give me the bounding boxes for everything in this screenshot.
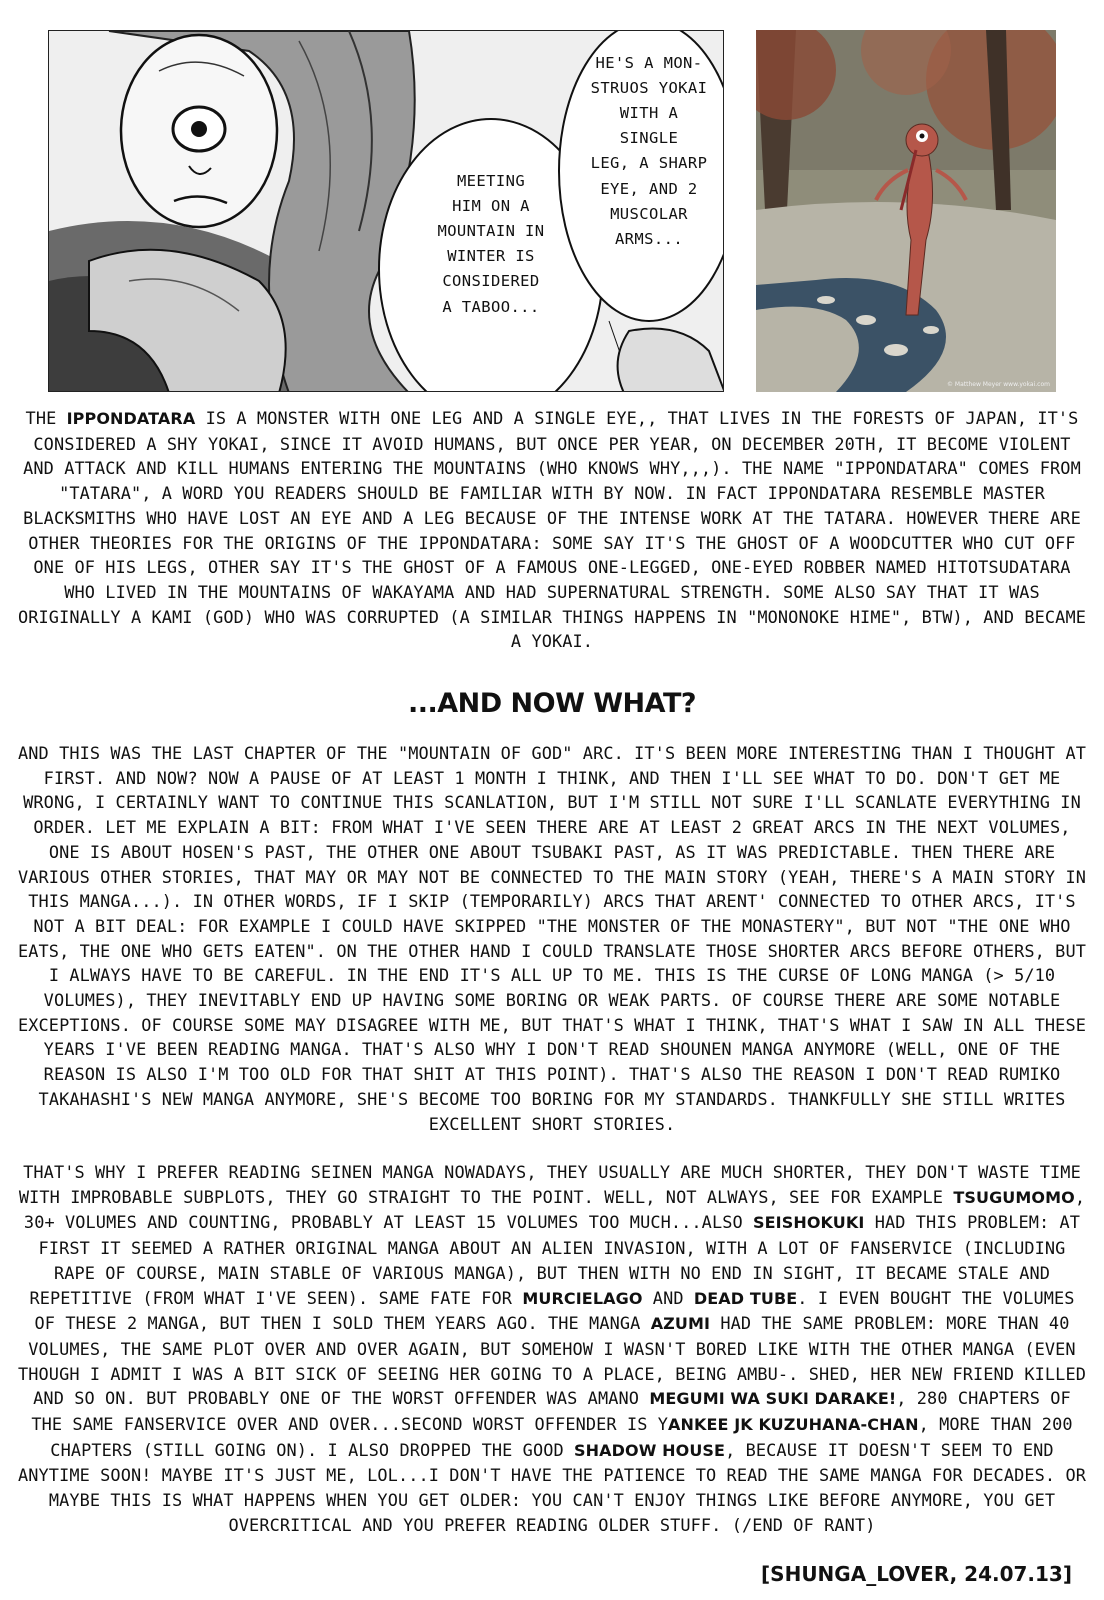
section-heading: ...AND NOW WHAT? — [407, 688, 697, 719]
rant-paragraph: AND THIS WAS THE LAST CHAPTER OF THE "MOUNTAIN OF GOD" ARC. IT'S BEEN MORE INTERESTING THAN I THOUGHT AT FIRST. AND NOW? NOW A PAUSE OF AT LEAST 1 MONTH I THINK, AND THEN I'LL SEE WHAT TO DO. DON'T GET ME WRONG, I CERTAINLY WANT TO CONTINUE THIS SCANLATION, BUT I'M STILL NOT SURE I'LL SCANLATE EVERYTHING IN ORDER. LET ME EXPLAIN A BIT: FROM WHAT I'VE SEEN THERE ARE AT LEAST 2 GREAT ARCS IN THE NEXT VOLUMES, ONE IS ABOUT HOSEN'S PAST, THE OTHER ONE ABOUT TSUBAKI PAST, AS IT WAS PREDICTABLE. THEN THERE ARE VARIOUS OTHER STORIES, THAT MAY OR MAY NOT BE CONNECTED TO THE MAIN STORY (YEAH, THERE'S A MAIN STORY IN THIS MANGA...). IN OTHER WORDS, IF I SKIP (TEMPORARILY) ARCS THAT ARENT' CONNECTED TO OTHER ARCS, IT'S NOT A BIT DEAL: FOR EXAMPLE I COULD HAVE SKIPPED "THE MONSTER OF THE MONASTERY", BUT NOT "THE ONE WHO EATS, THE ONE WHO GETS EATEN". ON THE OTHER HAND I COULD TRANSLATE THOSE SHORTER ARCS BEFORE OTHERS, BUT I ALWAYS HAVE TO BE CAREFUL. IN THE END IT'S ALL UP TO ME. THIS IS THE CURSE OF LONG MANGA (> 5/10 VOLUMES), THEY INEVITABLY END UP HAVING SOME BORING OR WEAK PARTS. OF COURSE THERE ARE SOME NOTABLE EXCEPTIONS. OF COURSE SOME MAY DISAGREE WITH ME, BUT THAT'S WHAT I THINK, THAT'S WHAT I SAW IN ALL THESE YEARS I'VE BEEN READING MANGA. THAT'S ALSO WHY I DON'T READ SHOUNEN MANGA ANYMORE (WELL, ONE OF THE REASON IS ALSO I'M TOO OLD FOR THAT SHIT AT THIS POINT). THAT'S ALSO THE REASON I DON'T READ RUMIKO TAKAHASHI'S NEW MANGA ANYMORE, SHE'S BECOME TOO BORING FOR MY STANDARDS. THANKFULLY SHE STILL WRITES EXCELLENT SHORT STORIES. — [18, 743, 1086, 1134]
intro-text: IS A MONSTER WITH ONE LEG AND A SINGLE EYE,, THAT LIVES IN THE FORESTS OF JAPAN, IT'S CONSIDERED A SHY YOKAI, SINCE IT AVOID HUMANS, BUT ONCE PER YEAR, ON DECEMBER 20TH, IT BECOME VIOLENT AND ATTACK AND KILL HUMANS ENTERING THE MOUNTAINS (WHO KNOWS WHY,,,). THE NAME "IPPONDATARA" COMES FROM "TATARA", A WORD YOU READERS SHOULD BE FAMILIAR WITH BY NOW. IN FACT IPPONDATARA RESEMBLE MASTER BLACKSMITHS WHO HAVE LOST AN EYE AND A LEG BECAUSE OF THE INTENSE WORK AT THE TATARA. HOWEVER THERE ARE OTHER THEORIES FOR THE ORIGINS OF THE IPPONDATARA: SOME SAY IT'S THE GHOST OF A WOODCUTTER WHO CUT OFF ONE OF HIS LEGS, OTHER SAY IT'S THE GHOST OF A FAMOUS ONE-LEGGED, ONE-EYED ROBBER NAMED HITOTSUDATARA WHO LIVED IN THE MOUNTAINS OF WAKAYAMA AND HAD SUPERNATURAL STRENGTH. SOME ALSO SAY THAT IT WAS ORIGINALLY A KAMI (GOD) WHO WAS CORRUPTED (A SIMILAR THINGS HAPPENS IN "MONONOKE HIME", BTW), AND BECAME A YOKAI. — [18, 408, 1086, 652]
speech-balloon-left — [409, 169, 573, 320]
intro-text: THE — [25, 408, 67, 428]
rant-text: THAT'S WHY I PREFER READING SEINEN MANGA NOWADAYS, THEY USUALLY ARE MUCH SHORTER, THEY DON'T WASTE TIME WITH IMPROBABLE SUBPLOTS, THEY GO STRAIGHT TO THE POINT. WELL, NOT ALWAYS, SEE FOR EXAMPLE — [18, 1162, 1081, 1207]
manga-title: TSUGUMOMO — [953, 1187, 1075, 1207]
signature: [SHUNGA_LOVER, 24.07.13] — [761, 1562, 1072, 1586]
rant-text: AND — [642, 1287, 694, 1308]
balloon-line: WITH A SINGLE — [619, 104, 679, 148]
manga-title: SHADOW HOUSE — [574, 1440, 726, 1460]
balloon-line: MOUNTAIN IN — [437, 222, 545, 241]
rant-text: . I EVEN BOUGHT THE VOLUMES OF THESE 2 MANGA, BUT THEN I SOLD THEM YEARS AGO. THE MANGA — [34, 1287, 1075, 1334]
speech-balloon-right — [589, 51, 709, 252]
balloon-line: WINTER IS — [447, 247, 535, 266]
ippondatara-painting — [756, 30, 1056, 392]
balloon-line: MUSCOLAR — [610, 204, 688, 223]
balloon-line: LEG, A SHARP — [590, 154, 708, 173]
rant-text: HAD THE SAME PROBLEM: MORE THAN 40 VOLUMES, THE SAME PLOT OVER AND OVER AGAIN, BUT SOMEHOW I WASN'T BORED LIKE WITH THE OTHER MANGA (EVEN THOUGH I ADMIT I WAS A BIT SICK OF SEEING HER GOING TO A PLACE, BEING AMBU-. SHED, HER NEW FRIEND KILLED AND SO ON. BUT PROBABLY ONE OF THE WORST OFFENDER WAS AMANO — [18, 1313, 1086, 1409]
manga-title: ANKEE JK KUZUHANA-CHAN — [668, 1415, 919, 1435]
manga-title: MEGUMI WA SUKI DARAKE! — [649, 1389, 897, 1409]
balloon-line: STRUOS YOKAI — [590, 79, 708, 98]
intro-paragraph — [18, 406, 1086, 654]
manga-title: DEAD TUBE — [693, 1288, 798, 1308]
balloon-line: MEETING — [456, 172, 526, 190]
painting-credit: © Matthew Meyer www.yokai.com — [947, 381, 1050, 388]
balloon-line: ARMS... — [614, 229, 684, 248]
rant-text: , MORE THAN 200 CHAPTERS (STILL GOING ON). I ALSO DROPPED THE GOOD — [50, 1414, 1073, 1460]
rant-text: HAD THIS PROBLEM: AT FIRST IT SEEMED A RATHER ORIGINAL MANGA ABOUT AN ALIEN INVASION, WITH A LOT OF FANSERVICE (INCLUDING RAPE OF COURSE, MAIN STABLE OF VARIOUS MANGA), BUT THEN WITH NO END IN SIGHT, IT BECAME STALE AND REPETITIVE (FROM WHAT I'VE SEEN). SAME FATE FOR — [29, 1212, 1081, 1308]
painting-illustration — [756, 30, 1056, 392]
manga-title: MURCIELAGO — [522, 1288, 643, 1308]
balloon-line: A TABOO... — [442, 297, 540, 316]
balloon-line: HIM ON A — [452, 197, 530, 216]
balloon-line: CONSIDERED — [442, 272, 540, 291]
balloon-line: HE'S A MON- — [595, 54, 703, 72]
manga-panel — [48, 30, 724, 392]
rant-paragraph — [18, 1160, 1086, 1538]
rant-text: , 280 CHAPTERS OF THE SAME FANSERVICE OVER AND OVER...SECOND WORST OFFENDER IS Y — [31, 1388, 1071, 1435]
manga-title: AZUMI — [650, 1314, 711, 1334]
rant-text: , 30+ VOLUMES AND COUNTING, PROBABLY AT LEAST 15 VOLUMES TOO MUCH...ALSO — [23, 1186, 1086, 1233]
rant-text: , BECAUSE IT DOESN'T SEEM TO END ANYTIME SOON! MAYBE IT'S JUST ME, LOL...I DON'T HAVE THE PATIENCE TO READ THE SAME MANGA FOR DECADES. OR MAYBE THIS IS WHAT HAPPENS WHEN YOU GET OLDER: YOU CAN'T ENJOY THINGS LIKE BEFORE ANYMORE, YOU GET OVERCRITICAL AND YOU PREFER READING OLDER STUFF. (/END OF RANT) — [18, 1439, 1086, 1535]
balloon-line: EYE, AND 2 — [600, 179, 698, 198]
manga-title: SEISHOKUKI — [753, 1213, 865, 1233]
intro-keyword: IPPONDATARA — [66, 409, 196, 428]
